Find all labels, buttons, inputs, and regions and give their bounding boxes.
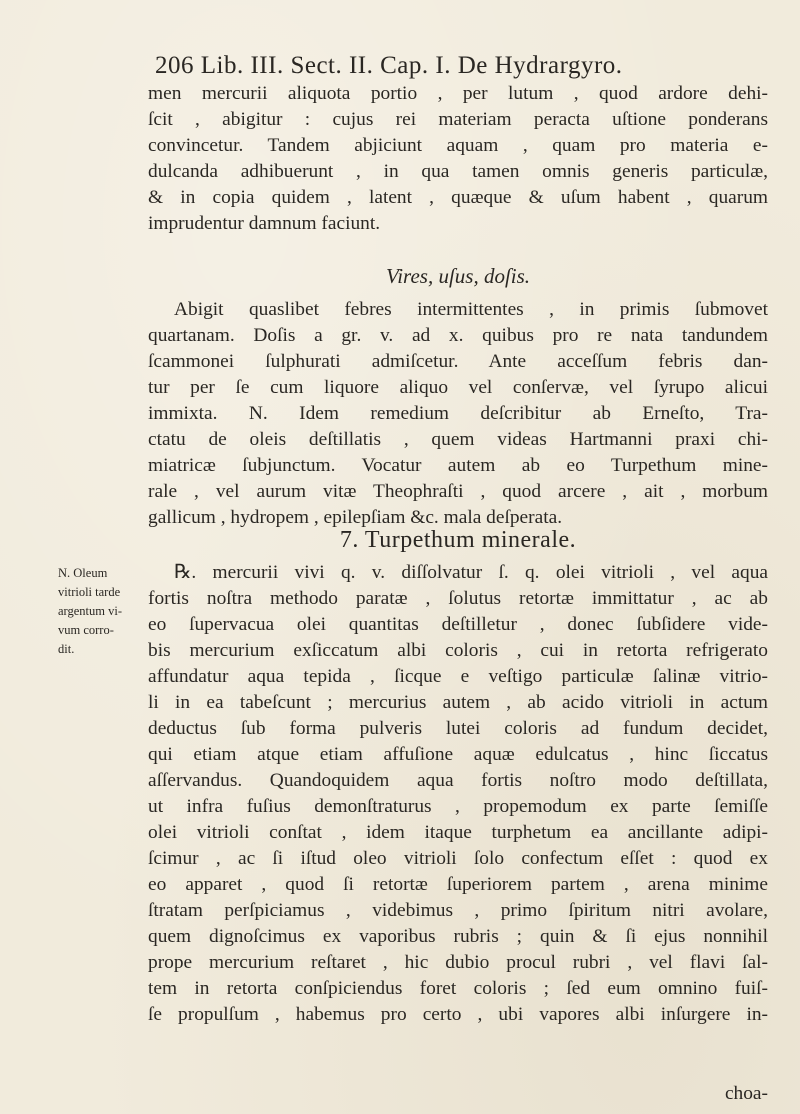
text-line: affundatur aqua tepida , ſicque e veſtigo particulæ ſalinæ vitrio- [148, 666, 768, 687]
text-line: convincetur. Tandem abjiciunt aquam , quam pro materia e- [148, 135, 768, 156]
text-line: ctatu de oleis deſtillatis , quem videas Hartmanni praxi chi- [148, 429, 768, 450]
text-line: ſe propulſum , habemus pro certo , ubi vapores albi inſurgere in- [148, 1004, 768, 1025]
text-line: aſſervandus. Quandoquidem aqua fortis noſtro modo deſtillata, [148, 770, 768, 791]
text-line: quem dignoſcimus ex vaporibus rubris ; quin & ſi ejus nonnihil [148, 926, 768, 947]
text-line: deductus ſub forma pulveris lutei coloris ad fundum decidet, [148, 718, 768, 739]
text-line: bis mercurium exſiccatum albi coloris , cui in retorta refrigerato [148, 640, 768, 661]
section-heading-vires: Vires, uſus, doſis. [385, 264, 531, 288]
text-line: quartanam. Doſis a gr. v. ad x. quibus pro re nata tandundem [148, 325, 768, 346]
running-head: 206 Lib. III. Sect. II. Cap. I. De Hydrargyro. [155, 52, 623, 79]
text-line: ſcammonei ſulphurati admiſcetur. Ante acceſſum febris dan- [148, 351, 768, 372]
text-line: gallicum , hydropem , epilepſiam &c. mala deſperata. [148, 507, 563, 528]
text-line: eo ſupervacua olei quantitas deſtilletur , donec ſubſidere vide- [148, 614, 768, 635]
margin-note-line: dit. [58, 642, 75, 656]
paragraph-3 [148, 560, 768, 1028]
text-line: men mercurii aliquota portio , per lutum , quod ardore dehi- [148, 83, 768, 104]
text-line: fortis noſtra methodo paratæ , ſolutus retortæ immittatur , ac ab [148, 588, 768, 609]
text-line: dulcanda adhibuerunt , in qua tamen omnis generis particulæ, [148, 161, 768, 182]
text-line: tur per ſe cum liquore aliquo vel conſervæ, vel ſyrupo alicui [148, 377, 768, 398]
text-line: ℞. mercurii vivi q. v. diſſolvatur ſ. q. olei vitrioli , vel aqua [174, 562, 768, 583]
margin-note-line: vitrioli tarde [58, 585, 121, 599]
text-line: ut infra fuſius demonſtraturus , propemodum ex parte ſemiſſe [148, 796, 768, 817]
text-line: qui etiam atque etiam affuſione aquæ edulcatus , hinc ſiccatus [148, 744, 768, 765]
margin-note-line: vum corro- [58, 623, 114, 637]
text-line: olei vitrioli conſtat , idem itaque turphetum ea ancillante adipi- [148, 822, 768, 843]
text-line: prope mercurium reſtaret , hic dubio procul rubri , vel flavi ſal- [148, 952, 768, 973]
text-line: miatricæ ſubjunctum. Vocatur autem ab eo Turpethum mine- [148, 455, 768, 476]
text-line: eo apparet , quod ſi retortæ ſuperiorem partem , arena minime [148, 874, 768, 895]
text-line: imprudentur damnum faciunt. [148, 213, 381, 234]
margin-note [58, 564, 148, 659]
catchword: choa- [724, 1083, 768, 1104]
text-line: & in copia quidem , latent , quæque & uſum habent , quarum [148, 187, 768, 208]
text-line: ſcimur , ac ſi iſtud oleo vitrioli ſolo confectum eſſet : quod ex [148, 848, 768, 869]
section-heading-turpethum: 7. Turpethum minerale. [339, 527, 577, 553]
text-line: ſtratam perſpiciamus , videbimus , primo ſpiritum nitri avolare, [148, 900, 768, 921]
margin-note-line: argentum vi- [58, 604, 122, 618]
text-line: tem in retorta conſpiciendus foret coloris ; ſed eum omnino fuiſ- [148, 978, 768, 999]
text-line: immixta. N. Idem remedium deſcribitur ab Erneſto, Tra- [148, 403, 768, 424]
paragraph-1 [148, 81, 768, 237]
text-line: ſcit , abigitur : cujus rei materiam peracta uſtione ponderans [148, 109, 768, 130]
text-line: li in ea tabeſcunt ; mercurius autem , ab acido vitrioli in actum [148, 692, 768, 713]
text-line: rale , vel aurum vitæ Theophraſti , quod arcere , ait , morbum [148, 481, 768, 502]
text-line: Abigit quaslibet febres intermittentes , in primis ſubmovet [174, 299, 768, 320]
paragraph-2 [148, 297, 768, 531]
margin-note-line: N. Oleum [58, 566, 108, 580]
